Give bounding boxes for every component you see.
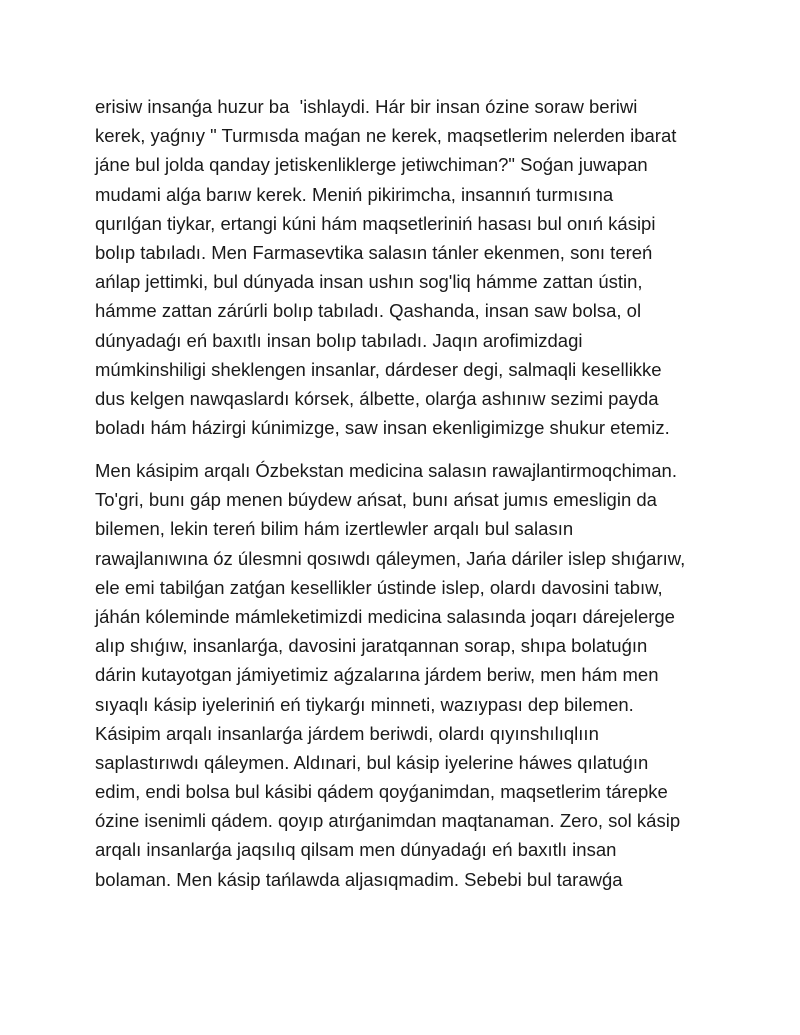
paragraph-line: edim, endi bolsa bul kásibi qádem qoyǵanimdan, maqsetlerim tárepke <box>95 781 668 803</box>
paragraph-line: dus kelgen nawqaslardı kórsek, álbette, olarǵa ashınıw sezimi payda <box>95 387 659 409</box>
paragraph-line: qurılǵan tiykar, ertangi kúni hám maqsetleriniń hasası bul onıń kásipi <box>95 212 656 234</box>
paragraph-line: arqalı insanlarǵa jaqsılıq qilsam men dúnyadaǵı eń baxıtlı insan <box>95 839 617 861</box>
paragraph-line: erisiw insanǵa huzur ba 'ishlaydi. Hár bir insan ózine soraw beriwi <box>95 96 638 117</box>
paragraph-line: dúnyadaǵı eń baxıtlı insan bolıp tabıladı. Jaqın arofimizdagi <box>95 329 583 351</box>
paragraph-line: bolıp tabıladı. Men Farmasevtika salasın tánler ekenmen, sonı tereń <box>95 241 653 263</box>
paragraph-line: rawajlanıwına óz úlesmni qosıwdı qáleymen, Jańa dáriler islep shıǵarıw, <box>95 547 686 569</box>
paragraph-2 <box>95 456 735 894</box>
paragraph-line: boladı hám házirgi kúnimizge, saw insan ekenligimizge shukur etemiz. <box>95 417 670 439</box>
paragraph-line: alıp shıǵıw, insanlarǵa, davosini jaratqannan sorap, shıpa bolatuǵın <box>95 635 648 657</box>
paragraph-line: ańlap jettimki, bul dúnyada insan ushın sog'liq hámme zattan ústin, <box>95 271 643 293</box>
paragraph-line: Kásipim arqalı insanlarǵa járdem beriwdi, olardı qıyınshılıqlıın <box>95 722 599 744</box>
paragraph-line: To'gri, bunı gáp menen búydew ańsat, bunı ańsat jumıs emesligin da <box>95 489 657 511</box>
paragraph-1 <box>95 92 735 442</box>
paragraph-line: kerek, yaǵnıy " Turmısda maǵan ne kerek, maqsetlerim nelerden ibarat <box>95 125 677 147</box>
paragraph-line: jáhán kóleminde mámleketimizdi medicina salasında joqarı dárejelerge <box>95 605 675 627</box>
paragraph-line: bilemen, lekin tereń bilim hám izertlewler arqalı bul salasın <box>95 518 574 540</box>
paragraph-line: saplastırıwdı qáleymen. Aldınari, bul kásip iyelerine háwes qılatuǵın <box>95 751 649 773</box>
paragraph-line: sıyaqlı kásip iyeleriniń eń tiykarǵı minneti, wazıypası dep bilemen. <box>95 693 634 715</box>
paragraph-line: dárin kutayotgan jámiyetimiz aǵzalarına járdem beriw, men hám men <box>95 664 659 686</box>
paragraph-line: múmkinshiligi sheklengen insanlar, dárdeser degi, salmaqli kesellikke <box>95 358 662 380</box>
paragraph-line: bolaman. Men kásip tańlawda aljasıqmadim. Sebebi bul tarawǵa <box>95 868 623 890</box>
paragraph-line: ele emi tabilǵan zatǵan kesellikler ústinde islep, olardı davosini tabıw, <box>95 576 663 598</box>
paragraph-line: hámme zattan zárúrli bolıp tabıladı. Qashanda, insan saw bolsa, ol <box>95 300 642 322</box>
paragraph-line: jáne bul jolda qanday jetiskenliklerge jetiwchiman?" Soǵan juwapan <box>95 154 648 176</box>
paragraph-line: mudami alǵa barıw kerek. Meniń pikirimcha, insannıń turmısına <box>95 183 614 205</box>
paragraph-line: Men kásipim arqalı Ózbekstan medicina salasın rawajlantirmoqchiman. <box>95 460 677 481</box>
paragraph-line: ózine isenimli qádem. qoyıp atırǵanimdan maqtanaman. Zero, sol kásip <box>95 810 681 832</box>
